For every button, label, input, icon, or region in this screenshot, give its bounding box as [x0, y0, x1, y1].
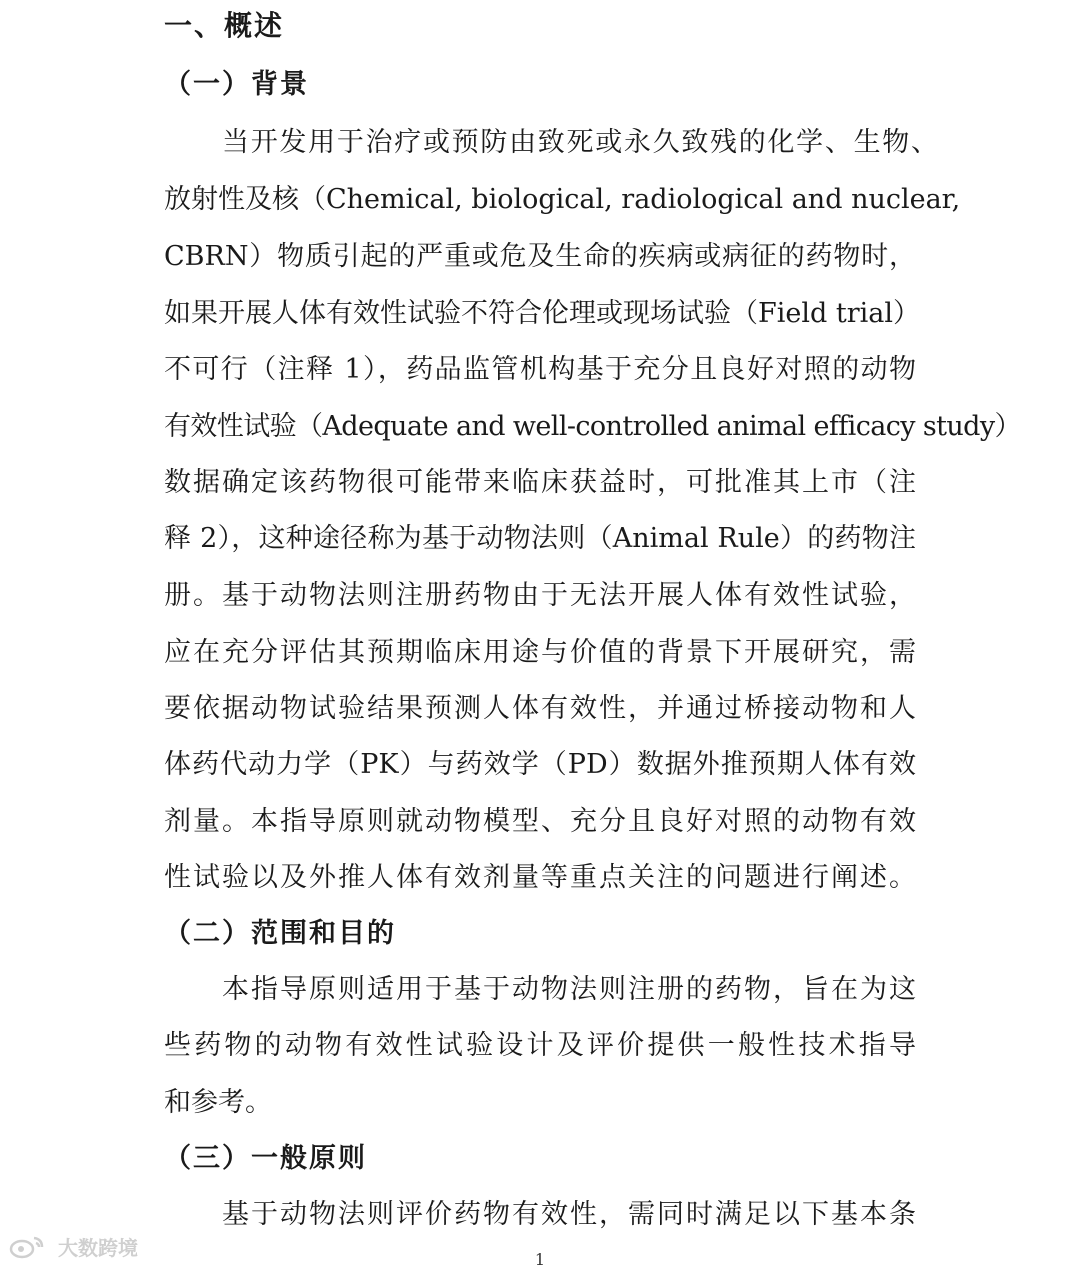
paragraph-line: 释 2），这种途径称为基于动物法则（Animal Rule）的药物注 [164, 523, 916, 554]
paragraph-line: 体药代动力学（PK）与药效学（PD）数据外推预期人体有效 [164, 749, 916, 780]
section-heading-principles: （三）一般原则 [164, 1143, 367, 1174]
watermark-text: 大数跨境 [58, 1236, 138, 1260]
page-number: 1 [534, 1250, 546, 1269]
paragraph-line: 基于动物法则评价药物有效性，需同时满足以下基本条 [222, 1199, 916, 1230]
paragraph-line: CBRN）物质引起的严重或危及生命的疾病或病征的药物时， [164, 241, 916, 272]
paragraph-line: 性试验以及外推人体有效剂量等重点关注的问题进行阐述。 [164, 862, 916, 893]
paragraph-line: 有效性试验（Adequate and well-controlled animal efficacy study） [164, 411, 1021, 442]
paragraph-line: 和参考。 [164, 1087, 272, 1118]
chapter-heading: 一、概述 [164, 9, 285, 42]
paragraph-line: 册。基于动物法则注册药物由于无法开展人体有效性试验， [164, 580, 916, 611]
paragraph-line: 本指导原则适用于基于动物法则注册的药物，旨在为这 [222, 974, 916, 1005]
paragraph-line: 如果开展人体有效性试验不符合伦理或现场试验（Field trial） [164, 298, 920, 329]
paragraph-line: 当开发用于治疗或预防由致死或永久致残的化学、生物、 [222, 127, 938, 158]
paragraph-line: 要依据动物试验结果预测人体有效性，并通过桥接动物和人 [164, 693, 916, 724]
section-heading-background: （一）背景 [164, 69, 309, 100]
paragraph-line: 数据确定该药物很可能带来临床获益时，可批准其上市（注 [164, 467, 916, 498]
paragraph-line: 剂量。本指导原则就动物模型、充分且良好对照的动物有效 [164, 806, 916, 837]
section-heading-scope: （二）范围和目的 [164, 918, 396, 949]
paragraph-line: 些药物的动物有效性试验设计及评价提供一般性技术指导 [164, 1030, 916, 1061]
paragraph-line: 不可行（注释 1），药品监管机构基于充分且良好对照的动物 [164, 354, 916, 385]
paragraph-line: 应在充分评估其预期临床用途与价值的背景下开展研究，需 [164, 637, 916, 668]
paragraph-line: 放射性及核（Chemical, biological, radiological and nuclear, [164, 184, 961, 215]
